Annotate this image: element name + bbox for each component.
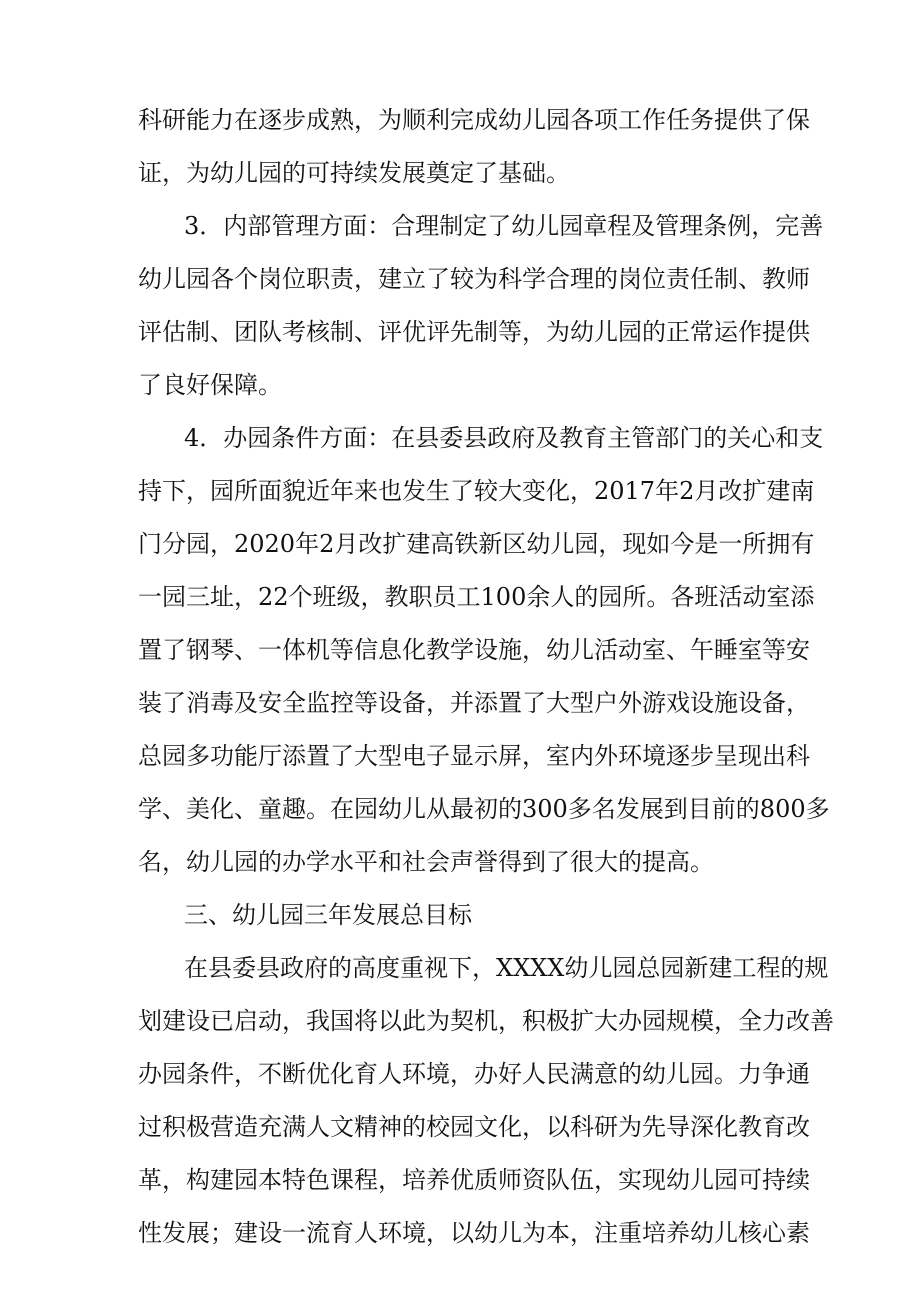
text-line-12: 装了消毒及安全监控等设备，并添置了大型户外游戏设施设备， bbox=[138, 689, 810, 717]
text-line-9: 门分园，2020年2月改扩建高铁新区幼儿园，现如今是一所拥有 bbox=[138, 530, 815, 558]
text-line-5: 评估制、团队考核制、评优评先制等，为幼儿园的正常运作提供 bbox=[138, 318, 810, 346]
text-line-15: 名，幼儿园的办学水平和社会声誉得到了很大的提高。 bbox=[138, 848, 714, 876]
text-line-19: 办园条件，不断优化育人环境，办好人民满意的幼儿园。力争通 bbox=[138, 1060, 810, 1088]
text-line-10: 一园三址，22个班级，教职员工100余人的园所。各班活动室添 bbox=[138, 583, 815, 611]
section-heading: 三、幼儿园三年发展总目标 bbox=[184, 901, 472, 929]
text-line-7: 4．办园条件方面：在县委县政府及教育主管部门的关心和支 bbox=[184, 424, 824, 452]
text-line-2: 证，为幼儿园的可持续发展奠定了基础。 bbox=[138, 159, 570, 187]
text-line-3: 3．内部管理方面：合理制定了幼儿园章程及管理条例，完善 bbox=[184, 212, 824, 240]
text-line-8: 持下，园所面貌近年来也发生了较大变化，2017年2月改扩建南 bbox=[138, 477, 815, 505]
text-line-18: 划建设已启动，我国将以此为契机，积极扩大办园规模，全力改善 bbox=[138, 1007, 834, 1035]
text-line-22: 性发展；建设一流育人环境，以幼儿为本，注重培养幼儿核心素 bbox=[138, 1219, 810, 1247]
text-line-17: 在县委县政府的高度重视下，XXXX幼儿园总园新建工程的规 bbox=[184, 954, 829, 982]
text-line-13: 总园多功能厅添置了大型电子显示屏，室内外环境逐步呈现出科 bbox=[138, 742, 810, 770]
text-line-14: 学、美化、童趣。在园幼儿从最初的300多名发展到目前的800多 bbox=[138, 795, 830, 823]
text-line-11: 置了钢琴、一体机等信息化教学设施，幼儿活动室、午睡室等安 bbox=[138, 636, 810, 664]
text-line-1: 科研能力在逐步成熟，为顺利完成幼儿园各项工作任务提供了保 bbox=[138, 106, 810, 134]
text-line-6: 了良好保障。 bbox=[138, 371, 282, 399]
text-line-20: 过积极营造充满人文精神的校园文化，以科研为先导深化教育改 bbox=[138, 1113, 810, 1141]
text-line-21: 革，构建园本特色课程，培养优质师资队伍，实现幼儿园可持续 bbox=[138, 1166, 810, 1194]
text-line-4: 幼儿园各个岗位职责，建立了较为科学合理的岗位责任制、教师 bbox=[138, 265, 810, 293]
